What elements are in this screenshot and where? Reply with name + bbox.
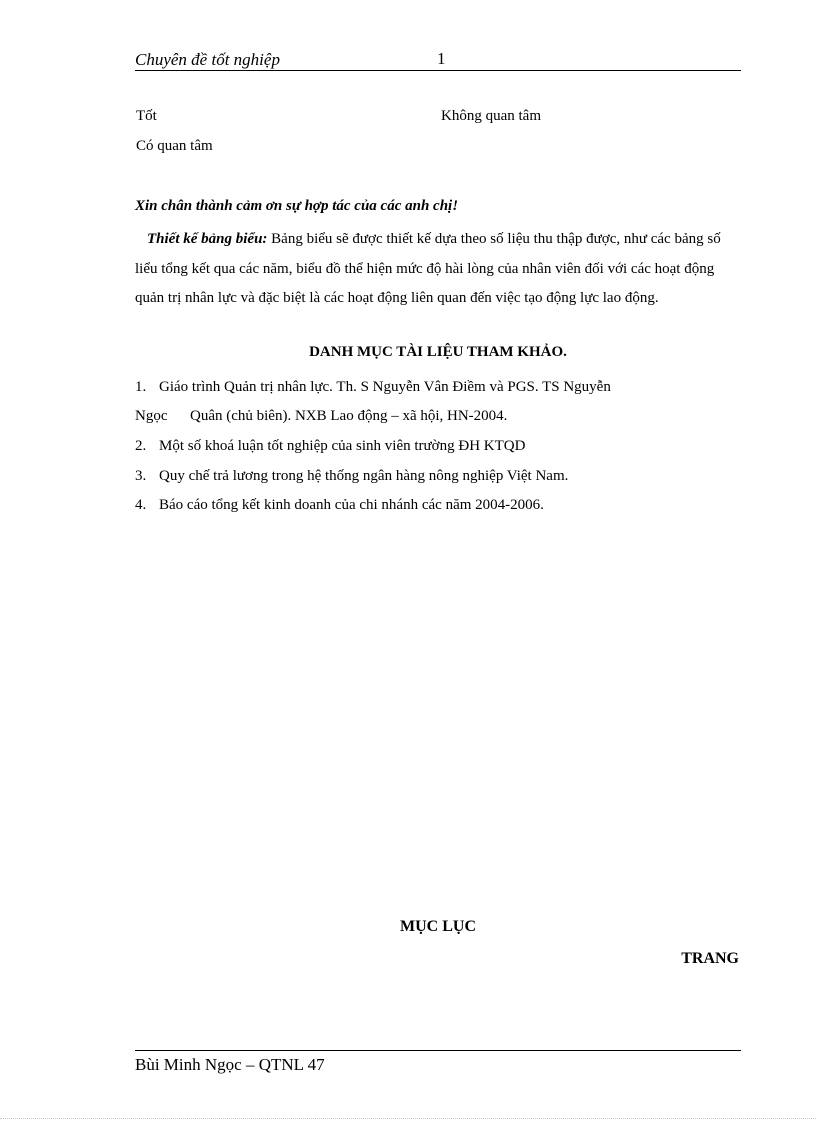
reference-number: 3. [135, 468, 147, 484]
option-label: Không quan tâm [441, 108, 541, 124]
footer-author: Bùi Minh Ngọc – QTNL 47 [135, 1055, 325, 1074]
reference-item [135, 462, 735, 491]
page-number: 1 [437, 49, 446, 68]
reference-item [135, 491, 735, 520]
reference-text-continued: Ngọc Quân (chủ biên). NXB Lao động – xã hội, HN-2004. [135, 408, 508, 424]
page-bottom-edge [0, 1118, 816, 1119]
option-tot [135, 108, 157, 125]
option-co-quan-tam [135, 138, 213, 155]
option-label: Có quan tâm [136, 138, 213, 154]
reference-number: 2. [135, 438, 147, 454]
reference-item [135, 373, 735, 431]
page-header [135, 48, 741, 71]
references-title: DANH MỤC TÀI LIỆU THAM KHẢO. [309, 344, 567, 360]
toc-page-column-label: TRANG [681, 950, 739, 967]
reference-text: Một số khoá luận tốt nghiệp của sinh viên trường ĐH KTQD [159, 438, 526, 454]
footer-divider [135, 1050, 741, 1051]
option-label: Tốt [136, 108, 157, 124]
thanks-line: Xin chân thành cảm ơn sự hợp tác của các anh chị! [135, 198, 459, 214]
toc-title: MỤC LỤC [400, 918, 476, 935]
paragraph-lead: Thiết kế bảng biểu: [147, 231, 268, 247]
paragraph-text: Bảng biểu sẽ được thiết kế dựa theo số liệu thu thập được, như các bảng số liểu tổng kết qua các năm, biểu đồ thể hiện mức độ hài lòng của nhân viên đối với các hoạt động quản trị nhân lực và đặc biệt là các hoạt động liên quan đến việc tạo động lực lao động. [135, 231, 721, 306]
reference-text: Giáo trình Quản trị nhân lực. Th. S Nguyễn Vân Điềm và PGS. TS Nguyễn [159, 379, 611, 395]
design-paragraph [135, 225, 741, 314]
reference-number: 1. [135, 379, 147, 395]
reference-item [135, 432, 735, 461]
option-khong-quan-tam [440, 108, 541, 125]
reference-text: Báo cáo tổng kết kinh doanh của chi nhánh các năm 2004-2006. [159, 497, 544, 513]
reference-text: Quy chế trả lương trong hệ thống ngân hàng nông nghiệp Việt Nam. [159, 468, 569, 484]
reference-number: 4. [135, 497, 147, 513]
header-title: Chuyên đề tốt nghiệp [135, 50, 280, 69]
